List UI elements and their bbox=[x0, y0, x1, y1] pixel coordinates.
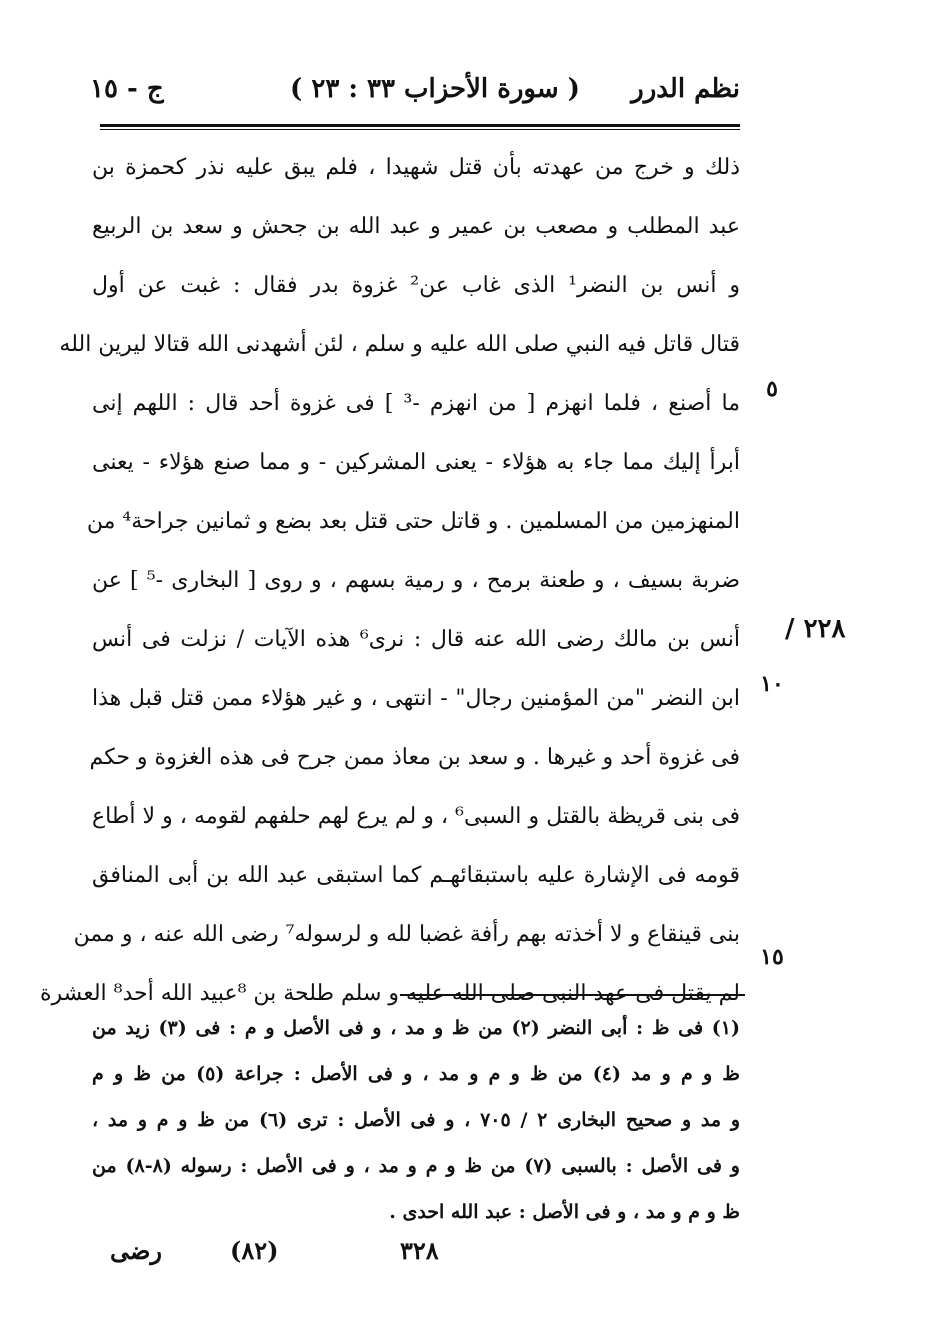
line-number-15: ١٥ bbox=[760, 944, 784, 970]
text-line: لم يقتل فى عهد النبى صلى الله عليه و سلم طلحة بن ⁸عبيد الله أحد⁸ العشرة bbox=[39, 981, 740, 1006]
page-footer bbox=[100, 1236, 600, 1276]
footnote-line: و فى الأصل : بالسبى (٧) من ظ و م و مد ، و فى الأصل : رسوله (٨-٨) من bbox=[92, 1155, 740, 1177]
footnote-line: و مد و صحيح البخارى ٢ / ٧٠٥ ، و فى الأصل : ترى (٦) من ظ و م و مد ، bbox=[92, 1109, 741, 1131]
text-line: ما أصنع ، فلما انهزم [ من انهزم -³ ] فى غزوة أحد قال : اللهم إنى bbox=[92, 391, 740, 416]
line-number-10: ١٠ bbox=[760, 671, 784, 697]
text-line: فى غزوة أحد و غيرها . و سعد بن معاذ ممن جرح فى هذه الغزوة و حكم bbox=[89, 745, 740, 770]
surah-reference: ( سورة الأحزاب ٣٣ : ٢٣ ) bbox=[290, 74, 580, 104]
text-line: المنهزمين من المسلمين . و قاتل حتى قتل بعد بضع و ثمانين جراحة⁴ من bbox=[86, 509, 740, 534]
volume-number: ج - ١٥ bbox=[90, 74, 164, 104]
line-number-5: ٥ bbox=[766, 376, 778, 402]
running-header bbox=[90, 68, 740, 118]
footer-page-number: ٣٢٨ bbox=[400, 1236, 439, 1265]
footer-sheet-number: (٨٢) bbox=[230, 1236, 279, 1265]
text-line: أبرأ إليك مما جاء به هؤلاء - يعنى المشركين - و مما صنع هؤلاء - يعنى bbox=[92, 450, 740, 475]
header-rule-thin bbox=[100, 129, 740, 130]
text-line: و أنس بن النضر¹ الذى غاب عن² غزوة بدر فقال : غبت عن أول bbox=[92, 273, 740, 298]
footnote-rule bbox=[400, 994, 745, 996]
text-line: قومه فى الإشارة عليه باستبقائهـم كما استبقى عبد الله بن أبى المنافق bbox=[92, 863, 740, 888]
text-line: قتال قاتل فيه النبي صلى الله عليه و سلم ، لئن أشهدنى الله قتالا ليرين الله bbox=[59, 332, 740, 357]
text-line: ضربة بسيف ، و طعنة برمح ، و رمية بسهم ، و روى [ البخارى -⁵ ] عن bbox=[92, 568, 740, 593]
footer-catchword: رضى bbox=[110, 1236, 162, 1265]
footnotes bbox=[92, 1005, 740, 1235]
book-title: نظم الدرر bbox=[631, 74, 740, 104]
text-line: عبد المطلب و مصعب بن عمير و عبد الله بن جحش و سعد بن الربيع bbox=[92, 214, 740, 239]
header-rule bbox=[100, 124, 740, 127]
text-line: ابن النضر "من المؤمنين رجال" - انتهى ، و غير هؤلاء ممن قتل قبل هذا bbox=[92, 686, 740, 711]
footnote-line: ظ و م و مد ، و فى الأصل : عبد الله احدى . bbox=[389, 1201, 740, 1223]
text-line: بنى قينقاع و لا أخذته بهم رأفة غضبا لله و لرسوله⁷ رضى الله عنه ، و ممن bbox=[73, 922, 740, 947]
main-text bbox=[39, 138, 740, 1023]
text-line: فى بنى قريظة بالقتل و السبى⁶ ، و لم يرع لهم حلفهم لقومه ، و لا أطاع bbox=[92, 804, 740, 829]
margin-page-marker: ٢٢٨ / bbox=[785, 614, 846, 644]
text-line: أنس بن مالك رضى الله عنه قال : نرى⁶ هذه الآيات / نزلت فى أنس bbox=[92, 627, 740, 652]
text-line: ذلك و خرج من عهدته بأن قتل شهيدا ، فلم يبق عليه نذر كحمزة بن bbox=[92, 155, 740, 180]
footnote-line: (١) فى ظ : أبى النضر (٢) من ظ و مد ، و فى الأصل و م : فى (٣) زيد من bbox=[92, 1017, 740, 1039]
footnote-line: ظ و م و مد (٤) من ظ و م و مد ، و فى الأصل : جراعة (٥) من ظ و م bbox=[92, 1063, 740, 1085]
